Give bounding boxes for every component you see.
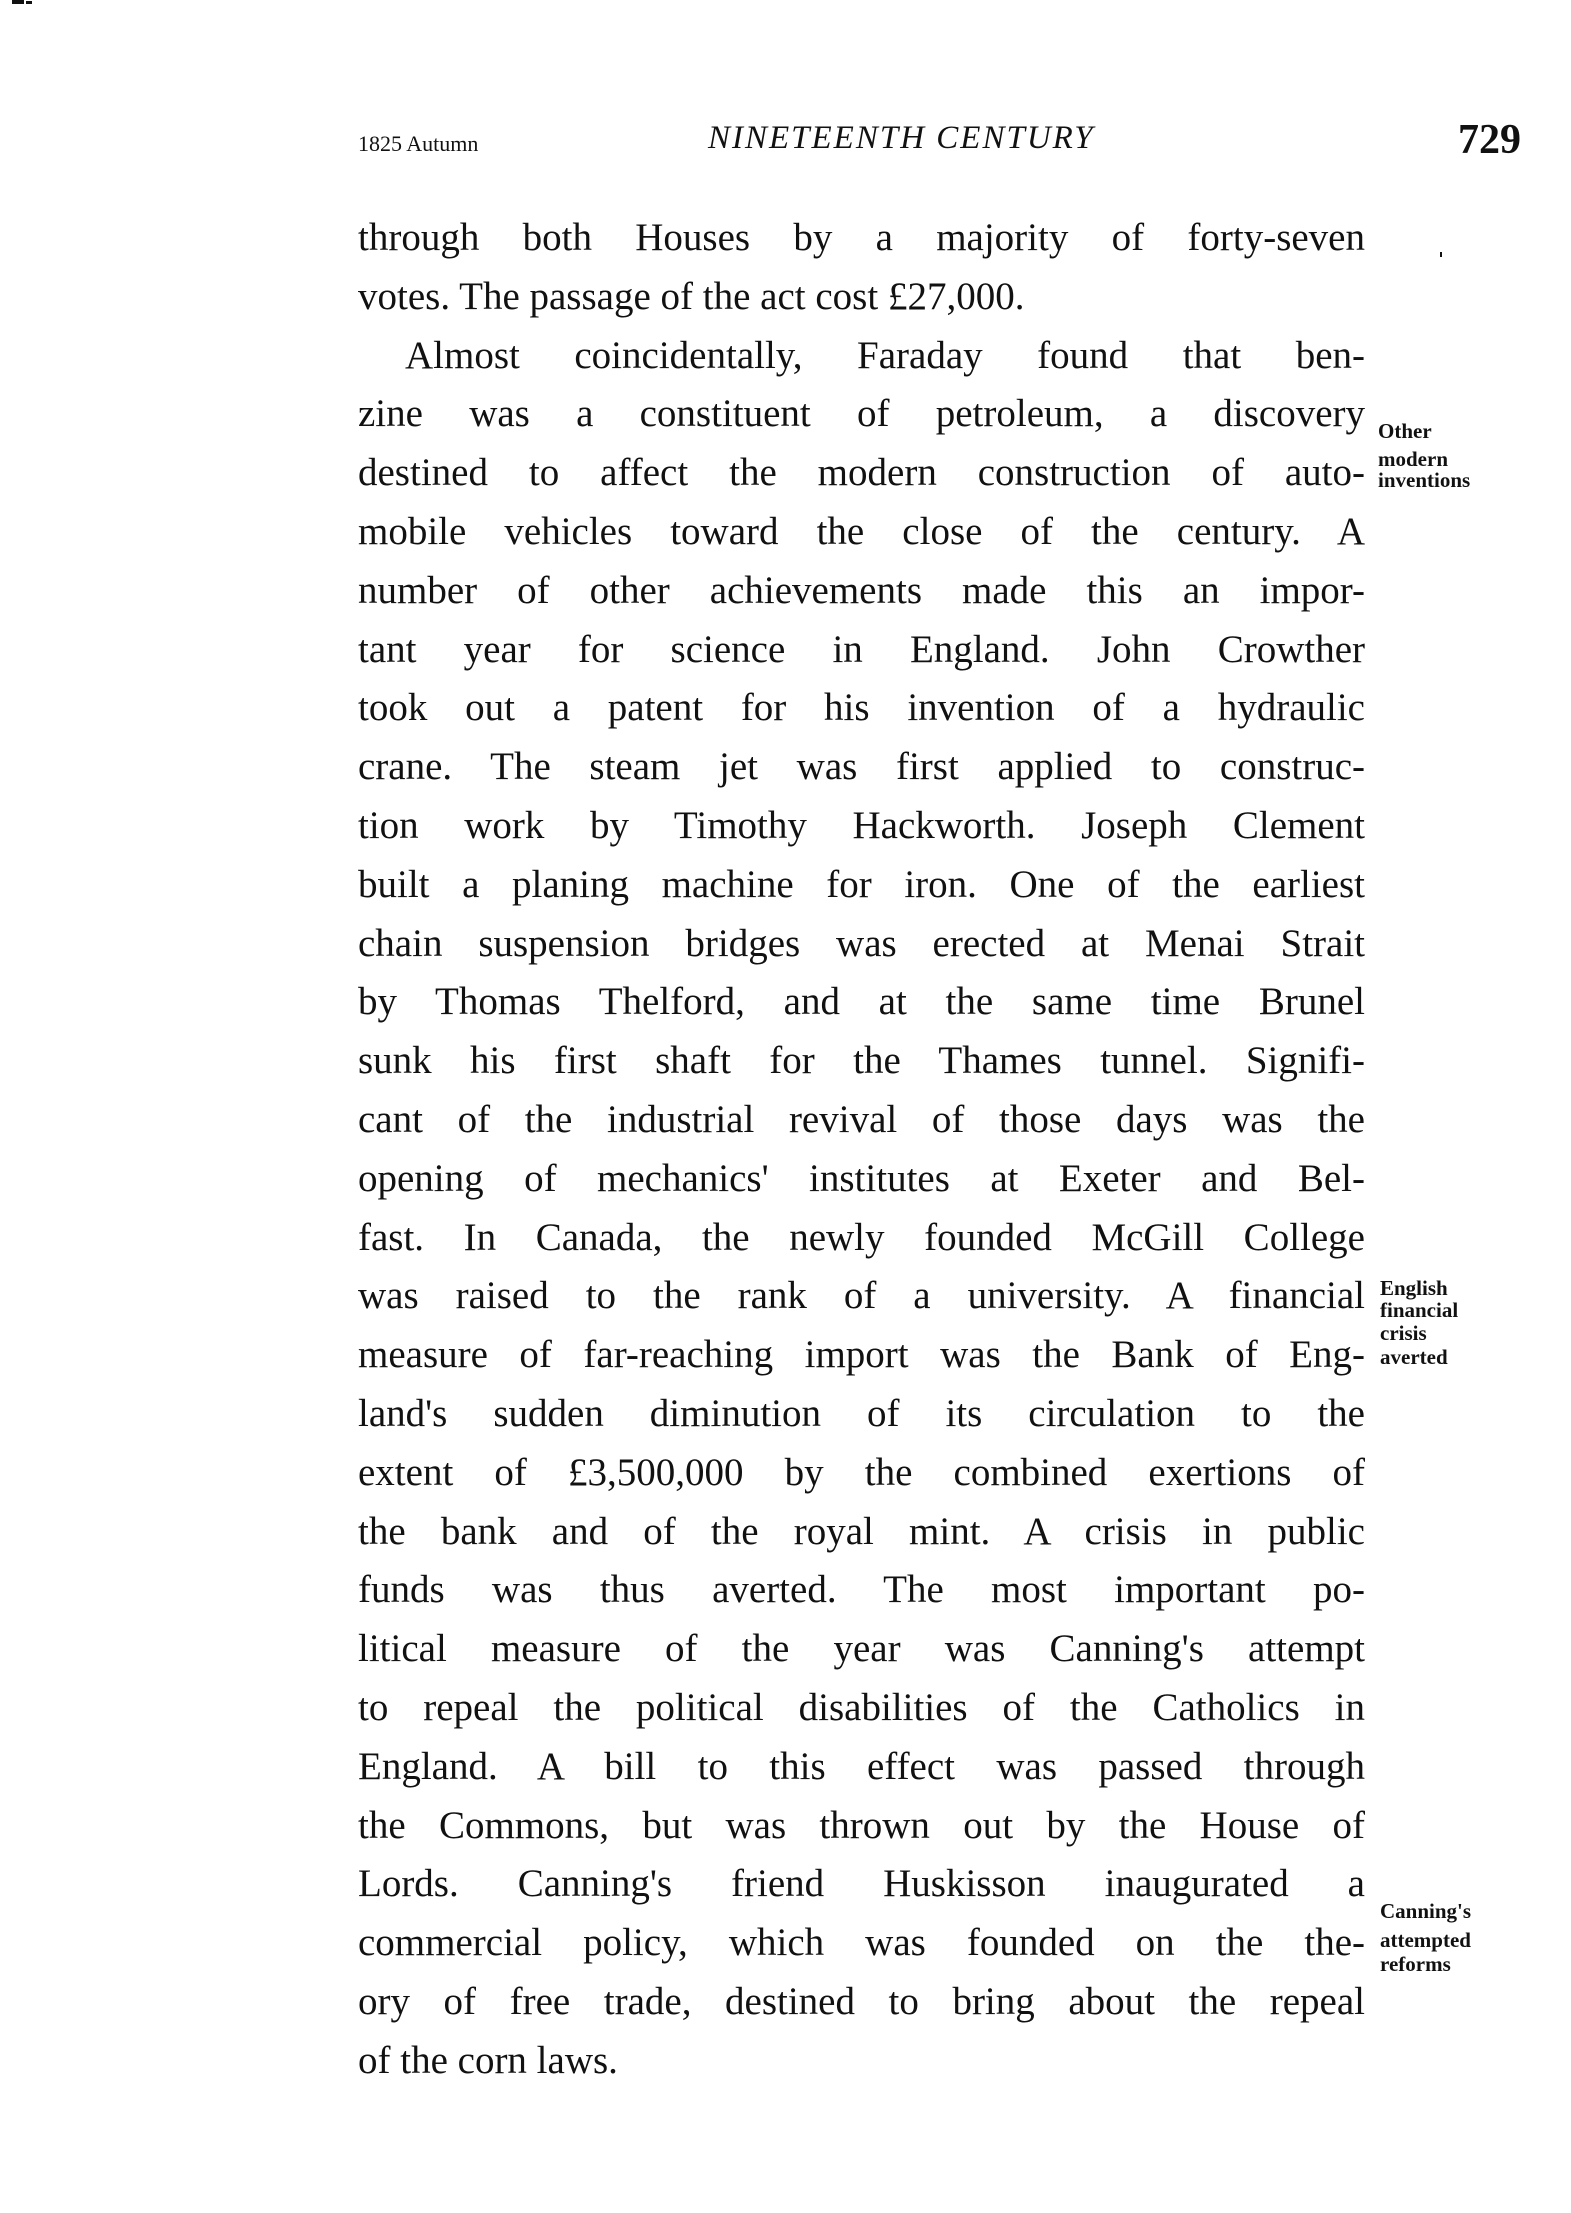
text-line: to repeal the political disabilities of the Catholics in <box>358 1686 1365 1729</box>
text-line: ory of free trade, destined to bring about the repeal <box>358 1980 1365 2023</box>
text-line: Almost coincidentally, Faraday found that ben- <box>405 333 1365 377</box>
margin-note-line: crisis <box>1380 1321 1427 1345</box>
text-line: measure of far-reaching import was the Bank of Eng- <box>358 1333 1365 1377</box>
text-line: by Thomas Thelford, and at the same time Brunel <box>358 980 1365 1024</box>
page-number: 729 <box>1458 117 1521 163</box>
text-line: was raised to the rank of a university. A financial <box>358 1274 1365 1318</box>
text-line: zine was a constituent of petroleum, a discovery <box>358 392 1365 436</box>
margin-note-line: Other <box>1378 419 1432 443</box>
running-head-title: NINETEENTH CENTURY <box>708 120 1095 156</box>
scan-speck <box>1440 252 1442 257</box>
text-line: tant year for science in England. John Crowther <box>358 627 1365 671</box>
text-line: funds was thus averted. The most important po- <box>358 1568 1365 1612</box>
text-line: the Commons, but was thrown out by the House of <box>358 1803 1365 1847</box>
text-line: litical measure of the year was Canning's attempt <box>358 1627 1365 1671</box>
text-line: extent of £3,500,000 by the combined exertions of <box>358 1450 1365 1494</box>
text-line: Lords. Canning's friend Huskisson inaugurated a <box>358 1862 1365 1906</box>
text-line: cant of the industrial revival of those days was the <box>358 1098 1365 1141</box>
text-line: England. A bill to this effect was passed through <box>358 1744 1365 1788</box>
text-line: commercial policy, which was founded on the the- <box>358 1921 1365 1965</box>
margin-note-line: inventions <box>1378 468 1471 492</box>
running-head-date: 1825 Autumn <box>358 131 479 156</box>
scan-artifact <box>12 0 24 4</box>
text-line: crane. The steam jet was first applied to construc- <box>358 745 1365 789</box>
text-line: chain suspension bridges was erected at Menai Strait <box>358 921 1365 965</box>
text-line: opening of mechanics' institutes at Exeter and Bel- <box>358 1156 1365 1200</box>
margin-note-line: reforms <box>1380 1952 1451 1976</box>
scan-artifact <box>26 1 32 4</box>
margin-note-line: modern <box>1378 447 1448 471</box>
text-line: through both Houses by a majority of forty-seven <box>358 216 1365 259</box>
text-line: number of other achievements made this an impor- <box>358 568 1365 612</box>
text-line: built a planing machine for iron. One of the earliest <box>358 862 1365 906</box>
text-line: tion work by Timothy Hackworth. Joseph Clement <box>358 804 1365 847</box>
margin-note-line: financial <box>1380 1298 1459 1322</box>
margin-note-line: attempted <box>1380 1928 1471 1952</box>
text-line: destined to affect the modern construction of auto- <box>358 451 1365 495</box>
text-line: the bank and of the royal mint. A crisis in public <box>358 1509 1365 1553</box>
margin-note-line: averted <box>1380 1345 1448 1369</box>
text-line: mobile vehicles toward the close of the century. A <box>358 510 1365 553</box>
text-line: sunk his first shaft for the Thames tunnel. Signifi- <box>358 1039 1365 1083</box>
margin-note-line: English <box>1380 1276 1448 1300</box>
text-line: fast. In Canada, the newly founded McGill College <box>358 1215 1365 1259</box>
text-line: took out a patent for his invention of a hydraulic <box>358 686 1365 730</box>
text-line: of the corn laws. <box>358 2038 618 2082</box>
text-line: land's sudden diminution of its circulation to the <box>358 1392 1365 1435</box>
text-line: votes. The passage of the act cost £27,000. <box>358 274 1025 318</box>
margin-note-line: Canning's <box>1380 1899 1472 1923</box>
